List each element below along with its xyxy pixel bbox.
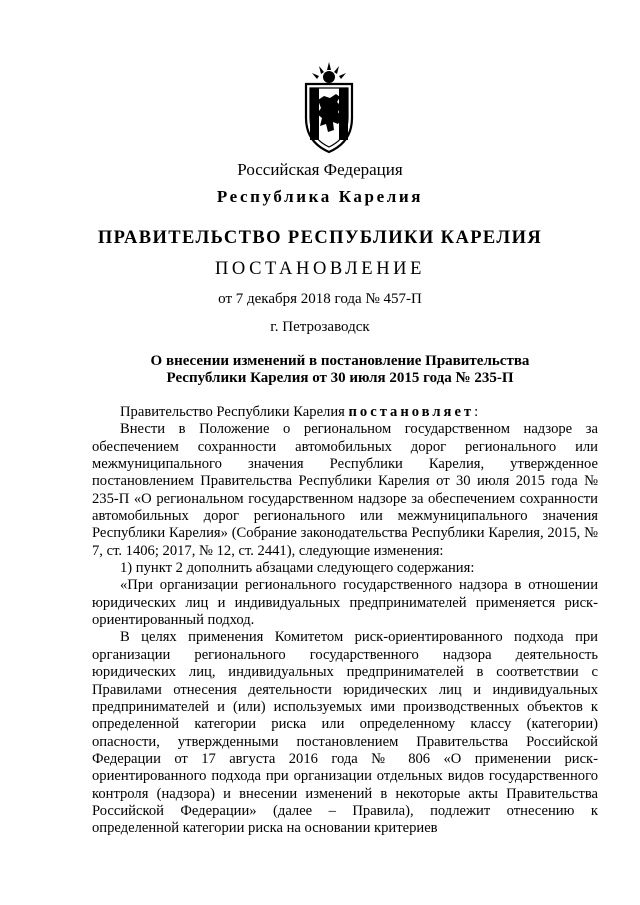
preamble-paragraph: [92, 404, 598, 421]
subject-line-1: О внесении изменений в постановление Правительства: [150, 353, 530, 369]
body-paragraph-4: В целях применения Комитетом риск-ориентированного подхода при организации регионального государственного надзора деятельность юридических лиц, индивидуальных предпринимателей в соответствии с Правилами отнесения деятельности юридических лиц и индивидуальных предпринимателей и (или) используемых ими производственных объектов к определенной категории риска или определенному классу (категории) опасности, утвержденными постановлением Правительства Российской Федерации от 17 августа 2016 года № 806 «О применении риск-ориентированного подхода при организации отдельных видов государственного контроля (надзора) и внесении изменений в некоторые акты Правительства Российской Федерации» (далее – Правила), подлежит отнесению к определенной категории риска на основании критериев: [92, 629, 598, 837]
preamble-spaced-word: постановляет: [348, 404, 475, 420]
karelia-coat-of-arms-icon: [300, 62, 358, 154]
government-title: ПРАВИТЕЛЬСТВО РЕСПУБЛИКИ КАРЕЛИЯ: [97, 228, 543, 248]
preamble-end: :: [474, 404, 479, 420]
country-name: Российская Федерация: [237, 160, 403, 179]
subject-line-2: Республики Карелия от 30 июля 2015 года № 235-П: [166, 370, 514, 386]
body-paragraph-2: 1) пункт 2 дополнить абзацами следующего содержания:: [120, 560, 475, 577]
republic-name: Республика Карелия: [216, 187, 424, 206]
city-name: г. Петрозаводск: [270, 319, 370, 335]
body-paragraph-1: Внести в Положение о региональном государственном надзоре за обеспечением сохранности автомобильных дорог регионального или межмуниципального значения Республики Карелия, утвержденное постановлением Правительства Республики Карелия от 30 июля 2015 года № 235-П «О региональном государственном надзоре за обеспечением сохранности автомобильных дорог регионального или межмуниципального значения Республики Карелия» (Собрание законодательства Республики Карелия, 2015, № 7, ст. 1406; 2017, № 12, ст. 2441), следующие изменения:: [92, 421, 598, 559]
body-paragraph-3: «При организации регионального государственного надзора в отношении юридических лиц и индивидуальных предпринимателей применяется риск-ориентированный подход.: [92, 577, 598, 629]
document-subject: [130, 353, 550, 387]
preamble-start: Правительство Республики Карелия: [120, 404, 349, 420]
document-body: [92, 404, 598, 838]
document-date-number: от 7 декабря 2018 года № 457-П: [218, 291, 422, 307]
document-type: ПОСТАНОВЛЕНИЕ: [214, 259, 426, 279]
